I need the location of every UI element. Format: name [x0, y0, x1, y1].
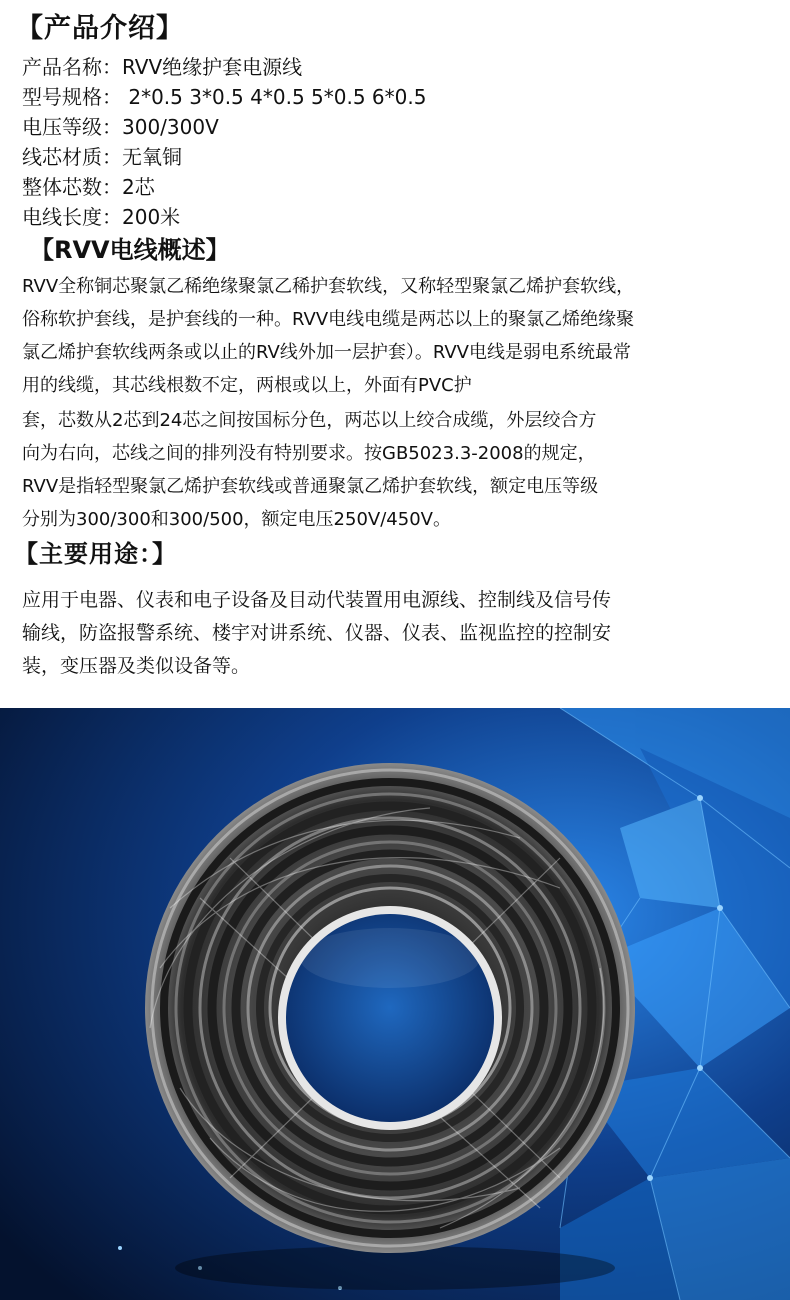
section-heading-overview: 【RVV电线概述】: [30, 236, 230, 264]
overview-line: 用的线缆，其芯线根数不定，两根或以上，外面有PVC护: [22, 375, 472, 396]
overview-line: 套，芯数从2芯到24芯之间按国标分色，两芯以上绞合成缆，外层绞合方: [22, 410, 597, 431]
spec-core-count: 整体芯数：2芯: [22, 175, 155, 199]
overview-line: 氯乙烯护套软线两条或以止的RV线外加一层护套）。RVV电线是弱电系统最常: [22, 342, 631, 363]
usage-line: 应用于电器、仪表和电子设备及目动代装置用电源线、控制线及信号传: [22, 589, 612, 611]
overview-line: 俗称软护套线，是护套线的一种。RVV电线电缆是两芯以上的聚氯乙烯绝缘聚: [22, 309, 635, 330]
cable-coil: [145, 763, 635, 1253]
overview-line: RVV全称铜芯聚氯乙稀绝缘聚氯乙稀护套软线，又称轻型聚氯乙烯护套软线，: [22, 276, 635, 297]
section-heading-intro: 【产品介绍】: [16, 13, 184, 44]
overview-line: 分别为300/300和300/500，额定电压250V/450V。: [22, 509, 451, 530]
spec-voltage: 电压等级：300/300V: [22, 115, 219, 139]
spec-models: 型号规格： 2*0.5 3*0.5 4*0.5 5*0.5 6*0.5: [22, 85, 427, 109]
spec-material: 线芯材质：无氧铜: [22, 145, 182, 169]
usage-line: 装，变压器及类似设备等。: [22, 655, 251, 677]
usage-line: 输线，防盗报警系统、楼宇对讲系统、仪器、仪表、监视监控的控制安: [22, 622, 612, 644]
overview-line: 向为右向，芯线之间的排列没有特别要求。按GB5023.3-2008的规定，: [22, 443, 596, 464]
spec-product-name: 产品名称：RVV绝缘护套电源线: [22, 55, 303, 79]
spec-length: 电线长度：200米: [22, 205, 181, 229]
overview-line: RVV是指轻型聚氯乙烯护套软线或普通聚氯乙烯护套软线，额定电压等级: [22, 476, 599, 497]
cable-coil-image: [0, 708, 790, 1300]
product-photo: [0, 708, 790, 1300]
section-heading-usage: 【主要用途：】: [14, 540, 177, 568]
